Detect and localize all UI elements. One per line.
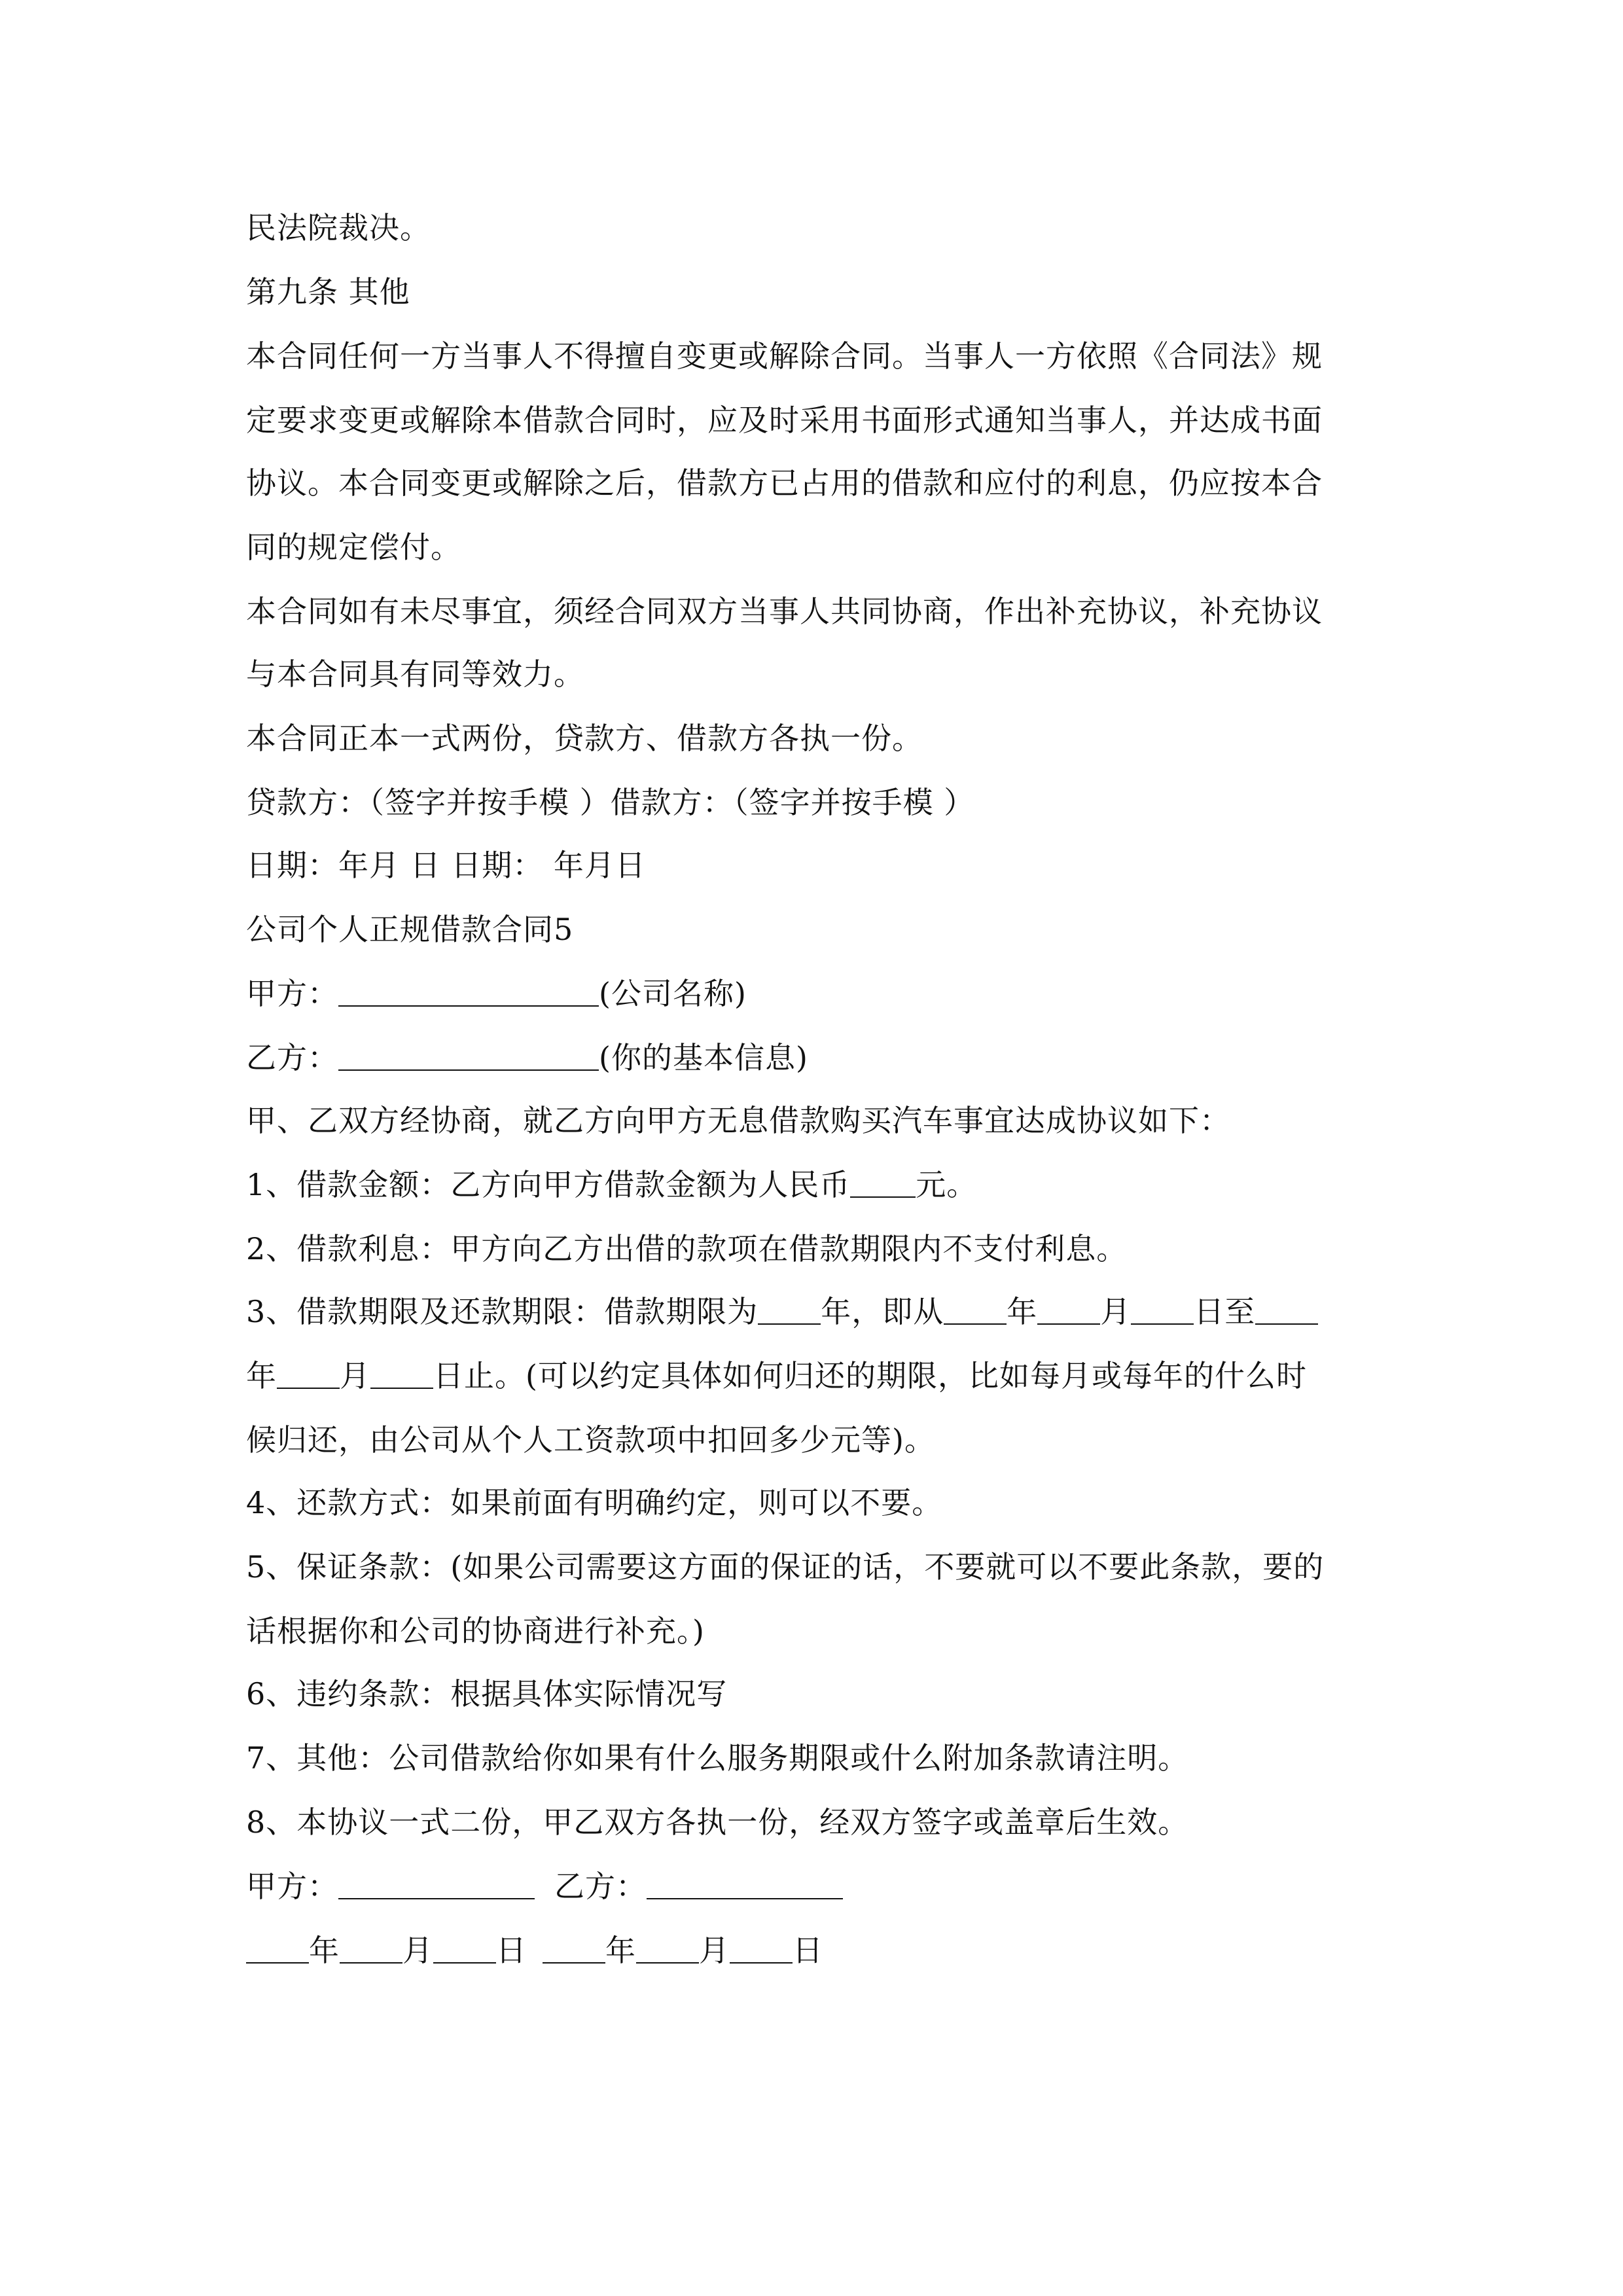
- item-1-unit: 元。: [916, 1167, 978, 1202]
- to-label: 至: [1224, 1294, 1256, 1329]
- party-b-label: 乙方：: [246, 1040, 338, 1075]
- item-2: 2、借款利息：甲方向乙方出借的款项在借款期限内不支付利息。: [246, 1231, 1128, 1266]
- item-8: 8、本协议一式二份，甲乙双方各执一份，经双方签字或盖章后生效。: [246, 1804, 1189, 1840]
- text-line: 民法院裁决。: [246, 210, 431, 245]
- party-b-note: (你的基本信息): [599, 1040, 808, 1075]
- amount-blank[interactable]: [850, 1170, 916, 1198]
- item-3-lead: 3、借款期限及还款期限：借款期限为: [246, 1294, 758, 1329]
- item-4: 4、还款方式：如果前面有明确约定，则可以不要。: [246, 1485, 943, 1520]
- intro-line: 甲、乙双方经协商，就乙方向甲方无息借款购买汽车事宜达成协议如下：: [246, 1103, 1230, 1138]
- year-label: 年: [1007, 1294, 1038, 1329]
- signature-line: 贷款方：（签字并按手模 ）借款方：（签字并按手模 ）: [246, 785, 975, 820]
- end-year-blank[interactable]: [1255, 1297, 1318, 1325]
- date-row: [246, 1931, 823, 1970]
- start-month-blank[interactable]: [1037, 1297, 1100, 1325]
- document-page: [246, 0, 1385, 2296]
- text-line: 与本合同具有同等效力。: [246, 656, 584, 692]
- party-b-line: [246, 1038, 808, 1077]
- item-1: [246, 1165, 977, 1204]
- text-line: 本合同如有未尽事宜，须经合同双方当事人共同协商，作出补充协议，补充协议: [246, 594, 1323, 629]
- end-day-blank[interactable]: [370, 1361, 433, 1389]
- date-b-month-blank[interactable]: [636, 1936, 699, 1964]
- item-5-line-2: 话根据你和公司的协商进行补充。): [246, 1613, 705, 1649]
- item-6: 6、违约条款：根据具体实际情况写: [246, 1676, 728, 1712]
- item-3-line-1: [246, 1292, 1318, 1331]
- date-line: 日期：年月 日 日期： 年月日: [246, 848, 646, 883]
- item-3-end: 日止。(可以约定具体如何归还的期限，比如每月或每年的什么时: [433, 1358, 1307, 1393]
- sign-b-blank[interactable]: [647, 1872, 843, 1899]
- date-b-year-blank[interactable]: [543, 1936, 605, 1964]
- date-a-year-blank[interactable]: [246, 1936, 309, 1964]
- from-label: ，即从: [851, 1294, 944, 1329]
- date-a-day-blank[interactable]: [433, 1936, 496, 1964]
- month-label: 月: [402, 1933, 433, 1968]
- month-label: 月: [1100, 1294, 1132, 1329]
- sign-b-label: 乙方：: [554, 1869, 647, 1904]
- text-line: 同的规定偿付。: [246, 529, 461, 565]
- party-a-note: (公司名称): [599, 976, 747, 1011]
- article-heading: 第九条 其他: [246, 274, 410, 310]
- party-a-label: 甲方：: [246, 976, 338, 1011]
- text-line: 本合同任何一方当事人不得擅自变更或解除合同。当事人一方依照《合同法》规: [246, 338, 1323, 374]
- day-label: 日: [496, 1933, 527, 1968]
- year-label: 年: [605, 1933, 636, 1968]
- month-label: 月: [340, 1358, 370, 1393]
- day-label: 日: [793, 1933, 823, 1968]
- item-5-line-1: 5、保证条款：(如果公司需要这方面的保证的话，不要就可以不要此条款，要的: [246, 1549, 1325, 1585]
- year-label: 年: [821, 1294, 852, 1329]
- signature-row: [246, 1867, 843, 1906]
- term-years-blank[interactable]: [758, 1297, 821, 1325]
- text-line: 本合同正本一式两份，贷款方、借款方各执一份。: [246, 721, 923, 756]
- day-label: 日: [1194, 1294, 1225, 1329]
- end-month-blank[interactable]: [277, 1361, 340, 1389]
- item-1-text: 1、借款金额：乙方向甲方借款金额为人民币: [246, 1167, 851, 1202]
- year-label: 年: [246, 1358, 277, 1393]
- party-a-line: [246, 974, 747, 1013]
- section-title: 公司个人正规借款合同5: [246, 912, 574, 947]
- month-label: 月: [699, 1933, 730, 1968]
- text-line: 协议。本合同变更或解除之后，借款方已占用的借款和应付的利息，仍应按本合: [246, 465, 1323, 501]
- start-year-blank[interactable]: [944, 1297, 1007, 1325]
- date-b-day-blank[interactable]: [730, 1936, 793, 1964]
- start-day-blank[interactable]: [1131, 1297, 1194, 1325]
- item-3-line-3: 候归还，由公司从个人工资款项中扣回多少元等)。: [246, 1422, 935, 1458]
- date-a-month-blank[interactable]: [340, 1936, 402, 1964]
- sign-a-blank[interactable]: [338, 1872, 535, 1899]
- sign-a-label: 甲方：: [246, 1869, 338, 1904]
- item-7: 7、其他：公司借款给你如果有什么服务期限或什么附加条款请注明。: [246, 1740, 1189, 1776]
- year-label: 年: [309, 1933, 340, 1968]
- party-b-blank[interactable]: [338, 1043, 599, 1071]
- item-3-line-2: [246, 1356, 1307, 1395]
- text-line: 定要求变更或解除本借款合同时，应及时采用书面形式通知当事人，并达成书面: [246, 403, 1323, 438]
- party-a-blank[interactable]: [338, 979, 599, 1007]
